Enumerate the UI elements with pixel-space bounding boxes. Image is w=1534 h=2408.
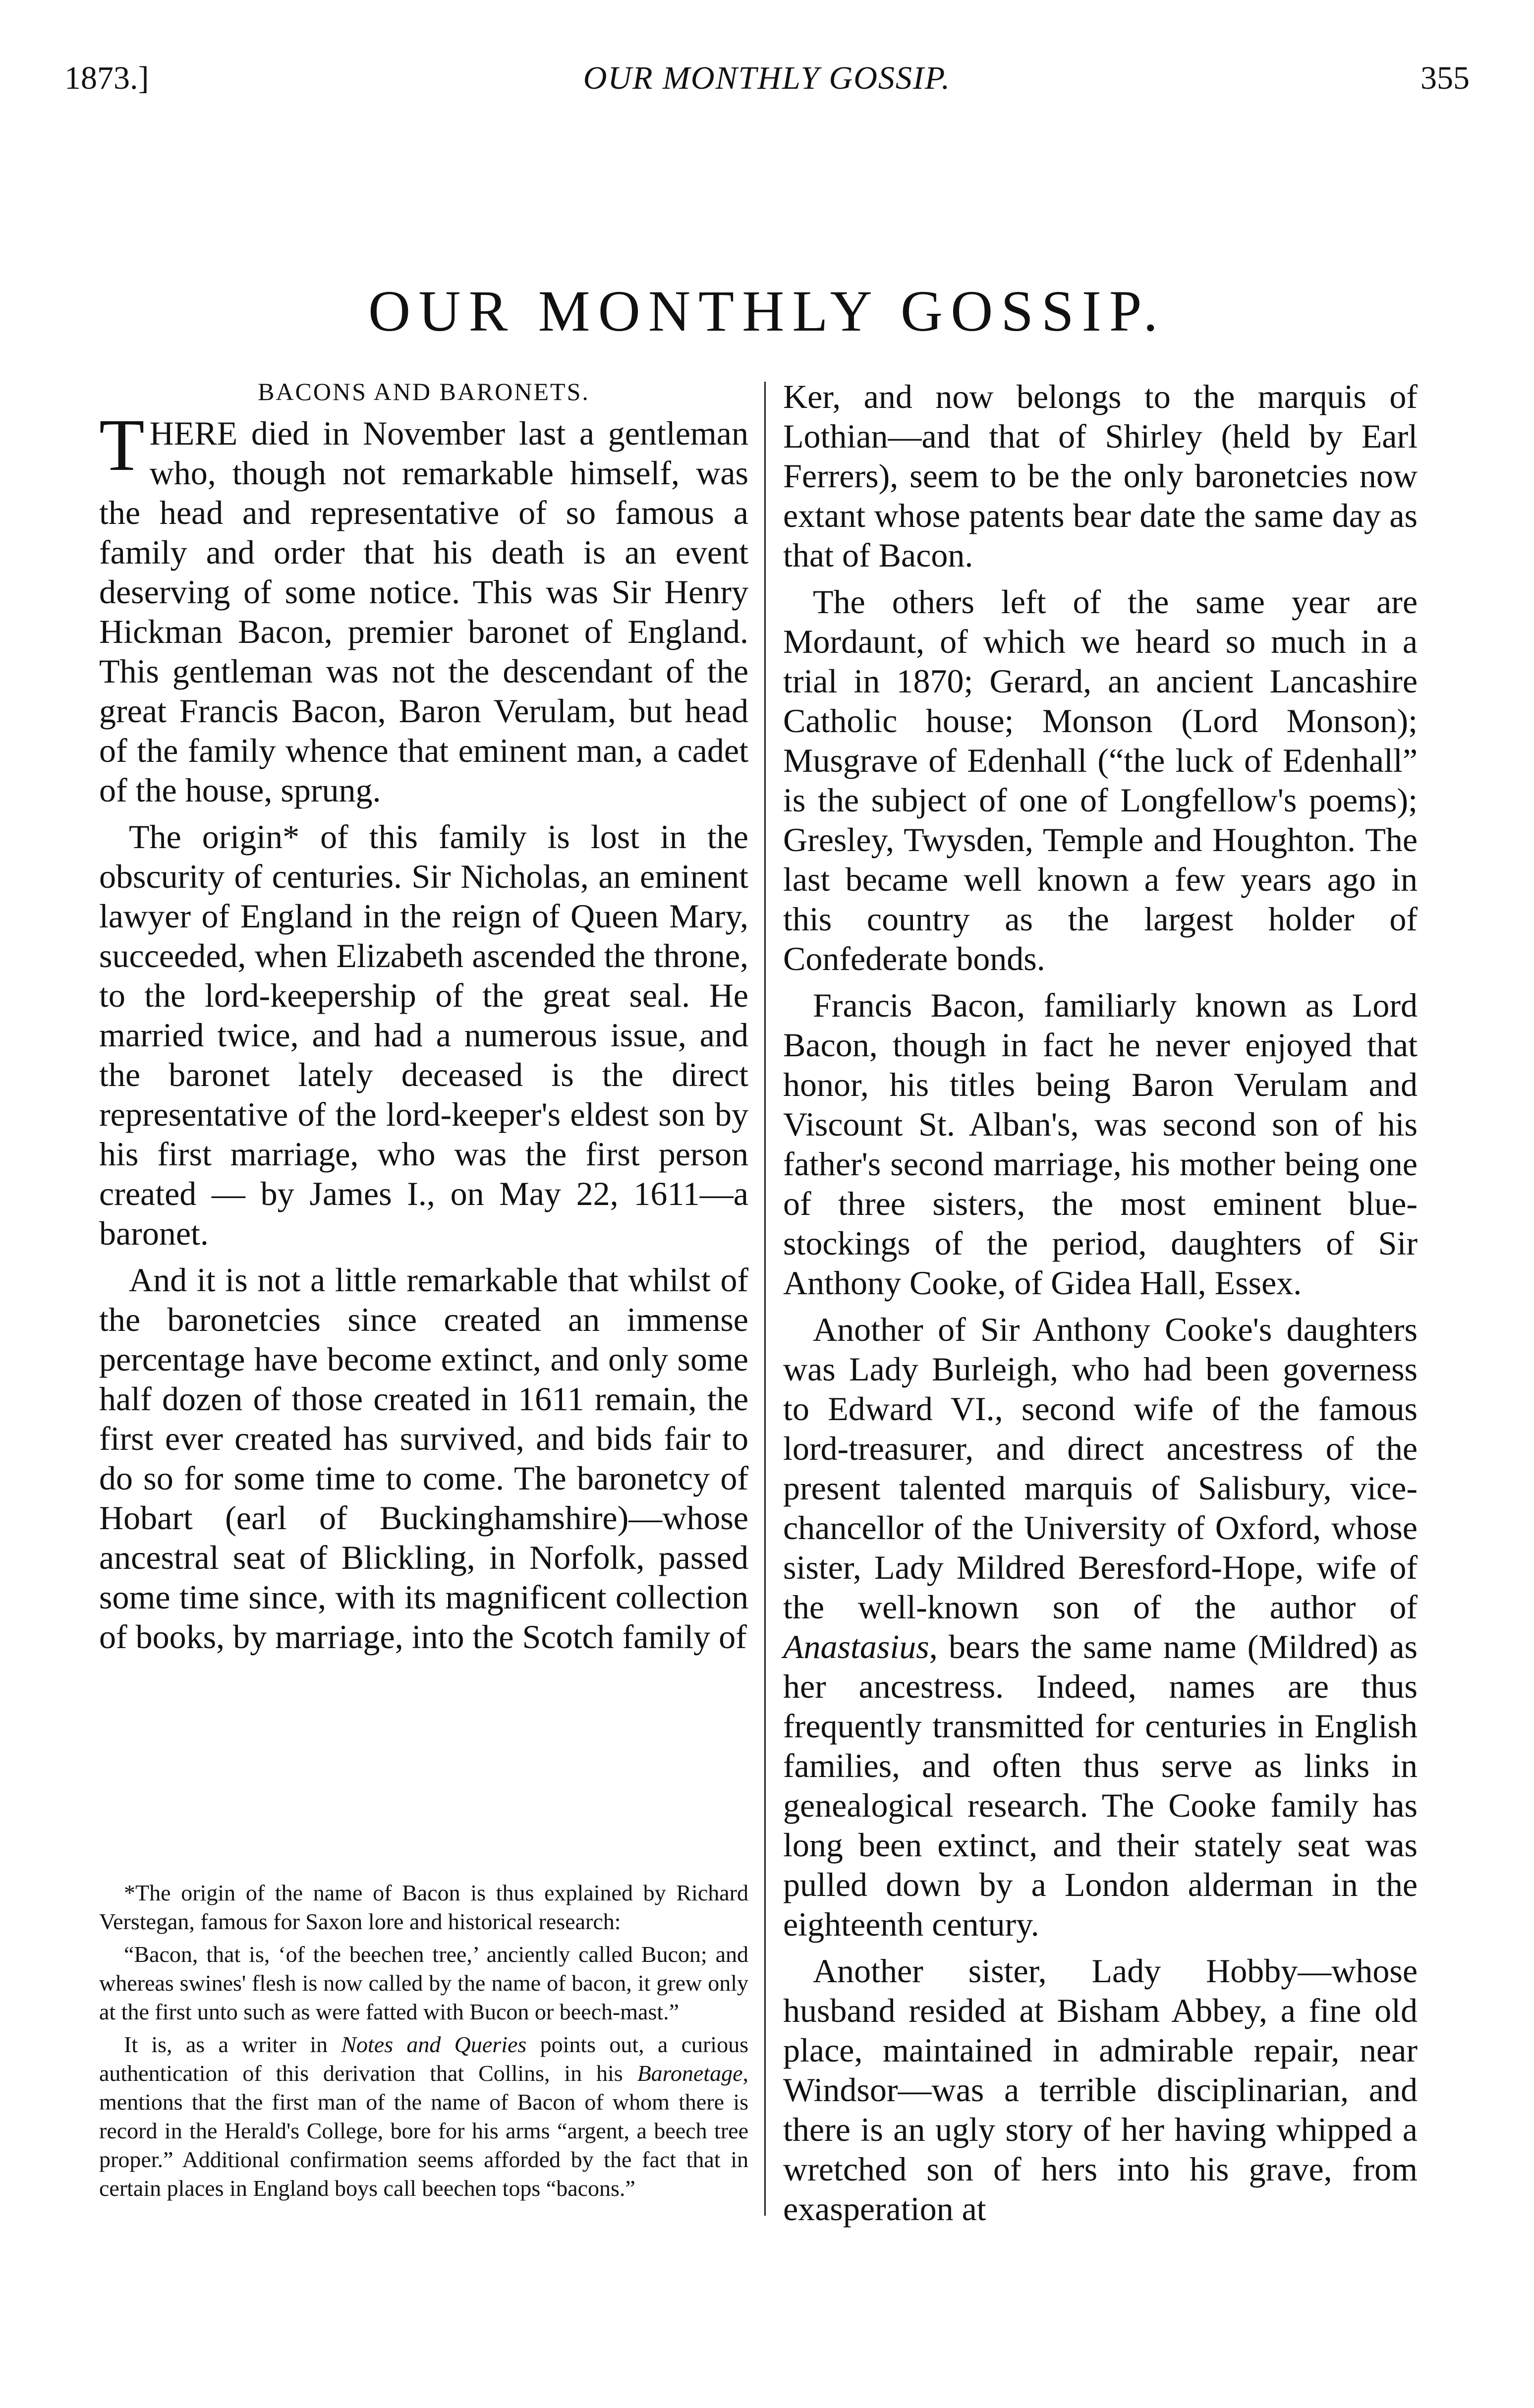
paragraph: The origin* of this family is lost in the obscurity of centuries. Sir Nicholas, an eminent lawyer of England in the reign of Queen Mary, succeeded, when Elizabeth ascended the throne, to the lord-keepership of the great seal. He married twice, and had a numerous issue, and the baronet lately deceased is the direct representative of the lord-keeper's eldest son by his first marriage, who was the first person created — by James I., on May 22, 1611—a baronet.	[99, 818, 748, 1252]
paragraph: Another sister, Lady Hobby—whose husband resided at Bisham Abbey, a fine old place, maintained in admirable repair, near Windsor—was a terrible disciplinarian, and there is an ugly story of her having whipped a wretched son of hers into his grave, from exasperation at	[783, 1952, 1418, 2228]
text: points out, a curious authentication of this derivation that Collins, in his	[99, 2032, 748, 2086]
footnote-paragraph	[99, 2030, 748, 2203]
text: It is, as a writer in	[124, 2032, 341, 2057]
right-column	[783, 377, 1418, 2236]
text: , bears the same name (Mildred) as her ancestress. Indeed, names are thus frequently transmitted for centuries in English families, and often thus serve as links in genealogical research. The Cooke family has long been extinct, and their stately seat was pulled down by a London alderman in the eighteenth century.	[783, 1628, 1418, 1943]
paragraph: And it is not a little remarkable that whilst of the baronetcies since created an immense percentage have become extinct, and only some half dozen of those created in 1611 remain, the first ever created has survived, and bids fair to do so for some time to come. The baronetcy of Hobart (earl of Buckinghamshire)—whose ancestral seat of Blickling, in Norfolk, passed some time since, with its magnificent collection of books, by marriage, into the Scotch family of	[99, 1261, 748, 1656]
running-head-title: OUR MONTHLY GOSSIP.	[583, 60, 951, 96]
footnote-quote: “Bacon, that is, ‘of the beechen tree,’ anciently called Bucon; and whereas swines' flesh is now called by the name of bacon, it grew only at the first unto such as were fatted with Bucon or beech-mast.”	[99, 1942, 748, 2024]
column-divider	[764, 382, 766, 2216]
text: , mentions that the first man of the name of Bacon of whom there is record in the Herald's College, bore for his arms “argent, a beech tree proper.” Additional confirmation seems afforded by the fact that in certain places in England boys call beechen tops “bacons.”	[99, 2061, 748, 2201]
italic-title: Anastasius	[783, 1628, 929, 1665]
paragraph: Francis Bacon, familiarly known as Lord Bacon, though in fact he never enjoyed that honor, his titles being Baron Verulam and Viscount St. Alban's, was second son of his father's second marriage, his mother being one of three sisters, the most eminent blue-stockings of the period, daughters of Sir Anthony Cooke, of Gidea Hall, Essex.	[783, 986, 1418, 1302]
drop-cap: T	[99, 404, 145, 486]
text: Another of Sir Anthony Cooke's daughters was Lady Burleigh, who had been governess to Edward VI., second wife of the famous lord-treasurer, and direct ancestress of the present talented marquis of Salisbury, vice-chancellor of the University of Oxford, whose sister, Lady Mildred Beresford-Hope, wife of the well-known son of the author of	[783, 1311, 1418, 1626]
italic-title: Notes and Queries	[341, 2032, 527, 2057]
running-head-year: 1873.]	[64, 60, 149, 96]
footnote-paragraph: *The origin of the name of Bacon is thus explained by Richard Verstegan, famous for Saxon lore and historical research:	[99, 1880, 748, 1934]
paragraph: The others left of the same year are Mordaunt, of which we heard so much in a trial in 1870; Gerard, an ancient Lancashire Catholic house; Monson (Lord Monson); Musgrave of Edenhall (“the luck of Edenhall” is the subject of one of Longfellow's poems); Gresley, Twysden, Temple and Houghton. The last became well known a few years ago in this country as the largest holder of Confederate bonds.	[783, 583, 1418, 977]
paragraph: Ker, and now belongs to the marquis of Lothian—and that of Shirley (held by Earl Ferrers), seem to be the only baronetcies now extant whose patents bear date the same day as that of Bacon.	[783, 378, 1418, 574]
footnote	[99, 1879, 748, 2207]
italic-title: Baronetage	[637, 2061, 743, 2086]
running-head	[64, 59, 1470, 114]
left-column	[99, 377, 748, 1663]
paragraph	[99, 404, 748, 810]
page-title: OUR MONTHLY GOSSIP.	[368, 279, 1166, 344]
section-heading: BACONS AND BARONETS.	[258, 378, 590, 405]
paragraph	[783, 1310, 1418, 1944]
page-number: 355	[1420, 60, 1470, 96]
paragraph-text: HERE died in November last a gentleman who, though not remarkable himself, was the head and representative of so famous a family and order that his death is an event deserving of some notice. This was Sir Henry Hickman Bacon, premier baronet of England. This gentleman was not the descendant of the great Francis Bacon, Baron Verulam, but head of the family whence that eminent man, a cadet of the house, sprung.	[99, 414, 748, 809]
